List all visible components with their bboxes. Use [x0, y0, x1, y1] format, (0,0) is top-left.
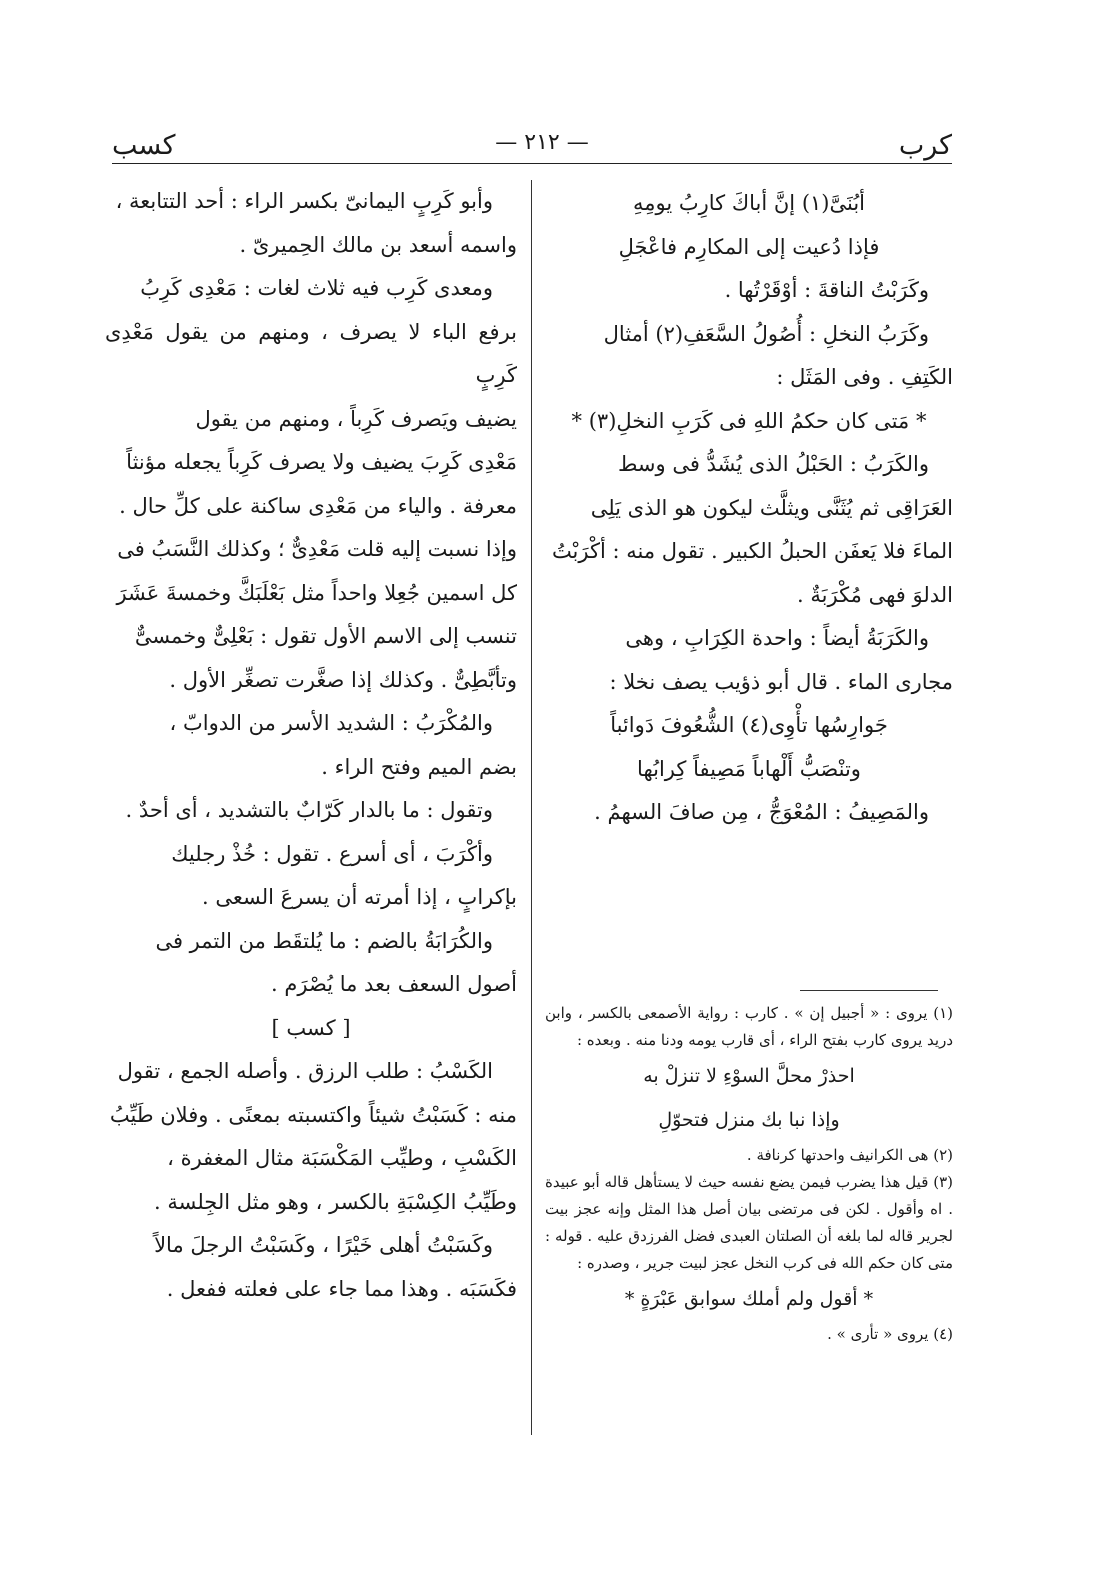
page-number: — ٢١٢ —	[495, 130, 589, 155]
column-divider	[531, 180, 532, 1435]
text-line: الكَتِفِ . وفى المَثَل :	[776, 365, 953, 389]
text-line: وكَسَبْتُ أهلى خَيْرًا ، وكَسَبْتُ الرجلَ مالاً	[154, 1233, 493, 1257]
proverb-line: * مَتى كان حكمُ اللهِ فى كَرَبِ النخلِ(٣) *	[571, 408, 927, 433]
verse-line: وتنْصَبُّ أَلْهاباً مَصِيفاً كِرابُها	[637, 756, 861, 781]
text-line: وطَيِّبُ الكِسْبَةِ بالكسر ، وهو مثل الجِلسة .	[154, 1189, 517, 1214]
text-line: وكَرَبْتُ الناقةَ : أوْقَرْتُها .	[724, 278, 929, 302]
footnote-verse: * أقول ولم أملك سوابق عَبْرَةٍ *	[624, 1288, 874, 1310]
text-line: والمَصِيفُ : المُعْوَجُّ ، مِن صافَ السهمُ .	[594, 800, 929, 824]
text-line: برفع الباء لا يصرف ، ومنهم من يقول مَعْدِى كَرِبٍ	[105, 319, 517, 387]
text-line: الدلوَ فهى مُكْرَبَةٌ .	[797, 582, 953, 607]
text-line: وأبو كَرِبٍ اليمانىّ بكسر الراء : أحد التتابعة ،	[115, 189, 493, 213]
text-line: وتأبَّطِىٌّ . وكذلك إذا صغَّرت تصغِّر الأول .	[169, 667, 517, 692]
footnote-3: (٣) قيل هذا يضرب فيمن يضع نفسه حيث لا يستأهل قاله أبو عبيدة . اه وأقول . لكن فى مرتضى بيان أصل هذا المثل وإنه عجز بيت لجرير قاله لما بلغه أن الصلتان العبدى فضل الفرزدق عليه . قوله : متى كان حكم الله فى كرب النخل عجز لبيت جرير ، وصدره :	[545, 1173, 953, 1272]
text-line: يضيف ويَصرف كَرِباً ، ومنهم من يقول	[195, 406, 517, 431]
text-line: فكَسَبَه . وهذا مما جاء على فعلته ففعل .	[166, 1276, 517, 1301]
text-line: بضم الميم وفتح الراء .	[321, 754, 517, 779]
text-line: كل اسمين جُعِلا واحداً مثل بَعْلَبَكَّ وخمسةَ عَشَرَ	[116, 580, 517, 605]
text-line: العَرَاقِى ثم يُثَنَّى ويثلَّث ليكون هو الذى يَلِى	[590, 495, 953, 520]
running-header	[112, 130, 952, 162]
text-line: منه : كَسَبْتُ شيئاً واكتسبته بمعنًى . وفلان طَيِّبُ	[109, 1102, 517, 1127]
verse-line: أبُنَىَّ(١) إنَّ أباكَ كارِبُ يومِهِ	[632, 191, 866, 215]
text-line: وأكْرَبَ ، أى أسرع . تقول : خُذْ رجليك	[171, 841, 493, 866]
footnote-verse: احذرْ محلَّ السوْءِ لا تنزلْ به	[643, 1065, 855, 1087]
text-line: مَعْدِى كَرِبَ يضيف ولا يصرف كَرِباً يجعله مؤنثاً	[126, 450, 517, 474]
footnotes	[545, 1000, 953, 1348]
text-line: تنسب إلى الاسم الأول تقول : بَعْلِىٌّ وخمسىٌّ	[134, 624, 517, 648]
text-line: والكَرَبَةُ أيضاً : واحدة الكِرَابِ ، وهى	[625, 626, 929, 650]
text-line: الكَسْبِ ، وطيِّب المَكْسَبَة مثال المغفرة ،	[167, 1146, 517, 1170]
entry-heading: [ كسب ]	[271, 1015, 351, 1040]
left-column	[105, 180, 517, 1311]
text-line: وإذا نسبت إليه قلت مَعْدِىٌّ ؛ وكذلك النَّسَبُ فى	[117, 537, 517, 561]
text-line: معرفة . والياء من مَعْدِى ساكنة على كلِّ حال .	[119, 493, 517, 518]
footnote-4: (٤) يروى « تأرى » .	[827, 1325, 953, 1343]
text-line: والكُرَابَةُ بالضم : ما يُلتقَط من التمر فى	[155, 928, 493, 953]
text-line: مجارى الماء . قال أبو ذؤيب يصف نخلا :	[609, 669, 953, 694]
text-line: الماءَ فلا يَعفَن الحبلُ الكبير . تقول منه : أكْرَبْتُ	[551, 539, 953, 563]
text-line: والكَرَبُ : الحَبْلُ الذى يُشَدُّ فى وسط	[618, 452, 929, 476]
header-rule	[112, 163, 952, 164]
header-left-entry: كسب	[112, 130, 176, 161]
footnote-2: (٢) هى الكرانيف واحدتها كرنافة .	[746, 1146, 953, 1164]
footnote-1: (١) يروى : « أجبيل إن » . كارب : رواية الأصمعى بالكسر ، وابن دريد يروى كارب بفتح الراء ، أى قارب يومه ودنا منه . وبعده :	[545, 1004, 953, 1049]
text-line: ومعدى كَرِب فيه ثلاث لغات : مَعْدِى كَرِبُ	[140, 276, 493, 300]
text-line: وتقول : ما بالدار كَرّابٌ بالتشديد ، أى أحدٌ .	[125, 798, 493, 822]
right-column	[545, 182, 953, 835]
header-right-entry: كرب	[898, 130, 952, 161]
text-line: أصول السعف بعد ما يُصْرَم .	[271, 972, 517, 996]
footnote-verse: وإذا نبا بك منزل فتحوّلِ	[658, 1109, 840, 1131]
footnote-separator	[800, 990, 938, 991]
verse-line: جَوارِسُها تأْوِى(٤) الشُّعُوفَ دَوائباً	[610, 713, 888, 737]
text-line: وكَرَبُ النخلِ : أُصُولُ السَّعَفِ(٢) أمثال	[603, 321, 929, 346]
text-line: واسمه أسعد بن مالك الحِميرىّ .	[239, 232, 517, 257]
text-line: والمُكْرَبُ : الشديد الأسر من الدوابّ ،	[169, 711, 493, 735]
verse-line: فإذا دُعيت إلى المكارِم فاعْجَلِ	[618, 234, 880, 259]
text-line: بإكرابٍ ، إذا أمرته أن يسرعَ السعى .	[202, 885, 517, 909]
text-line: الكَسْبُ : طلب الرزق . وأصله الجمع ، تقول	[117, 1059, 493, 1083]
